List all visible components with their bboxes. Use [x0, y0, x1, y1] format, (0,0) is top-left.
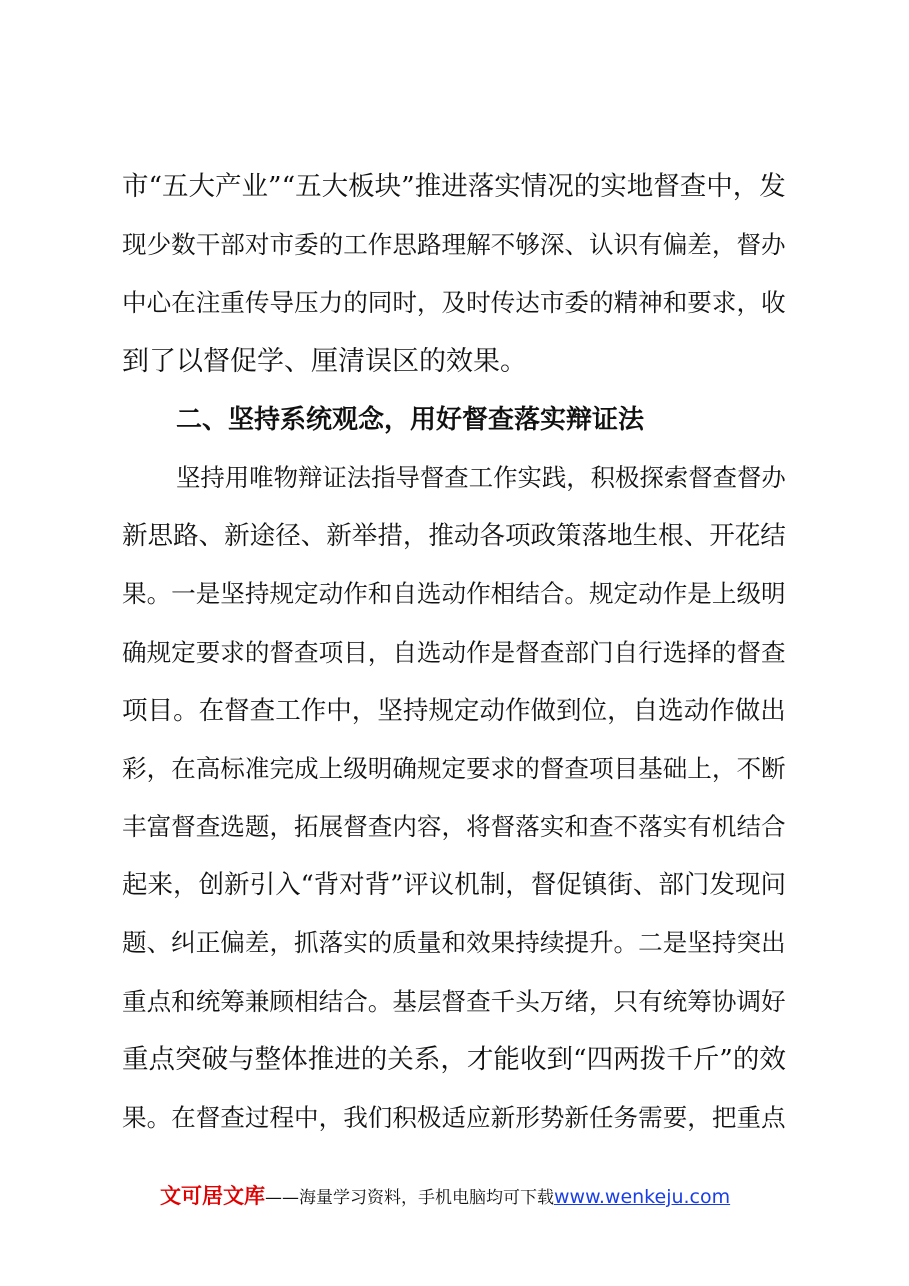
text-line: 起来，创新引入“背对背”评议机制，督促镇街、部门发现问 [122, 870, 786, 901]
text-line: 现少数干部对市委的工作思路理解不够深、认识有偏差，督办 [122, 230, 786, 260]
footer-brand: 文可居文库 [160, 1184, 265, 1208]
text-line: 丰富督查选题，拓展督查内容，将督落实和查不落实有机结合 [122, 812, 786, 842]
footer-slogan: ——海量学习资料，手机电脑均可下载 [265, 1188, 554, 1208]
text-line: 重点突破与整体推进的关系，才能收到“四两拨千斤”的效 [122, 1043, 786, 1075]
section-heading: 二、坚持系统观念，用好督查落实辩证法 [176, 404, 645, 435]
document-body [122, 158, 786, 1147]
text-line: 中心在注重传导压力的同时，及时传达市委的精神和要求，收 [122, 288, 786, 318]
text-line: 果。一是坚持规定动作和自选动作相结合。规定动作是上级明 [122, 579, 786, 609]
footer-site-link[interactable]: www.wenkeju.com [554, 1186, 731, 1208]
page-footer [160, 1180, 800, 1212]
text-line: 彩，在高标准完成上级明确规定要求的督查项目基础上，不断 [122, 753, 786, 783]
text-line: 项目。在督查工作中，坚持规定动作做到位，自选动作做出 [122, 695, 786, 726]
text-line: 坚持用唯物辩证法指导督查工作实践，积极探索督查督办 [176, 462, 786, 492]
text-line: 到了以督促学、厘清误区的效果。 [122, 345, 527, 377]
text-line: 市“五大产业”“五大板块”推进落实情况的实地督查中，发 [122, 171, 786, 202]
text-line: 题、纠正偏差，抓落实的质量和效果持续提升。二是坚持突出 [122, 928, 786, 958]
text-line: 新思路、新途径、新举措，推动各项政策落地生根、开花结 [122, 521, 786, 552]
text-line: 确规定要求的督查项目，自选动作是督查部门自行选择的督查 [122, 637, 786, 667]
text-line: 果。在督查过程中，我们积极适应新形势新任务需要，把重点 [122, 1103, 786, 1132]
text-line: 重点和统筹兼顾相结合。基层督查千头万绪，只有统筹协调好 [122, 986, 786, 1016]
